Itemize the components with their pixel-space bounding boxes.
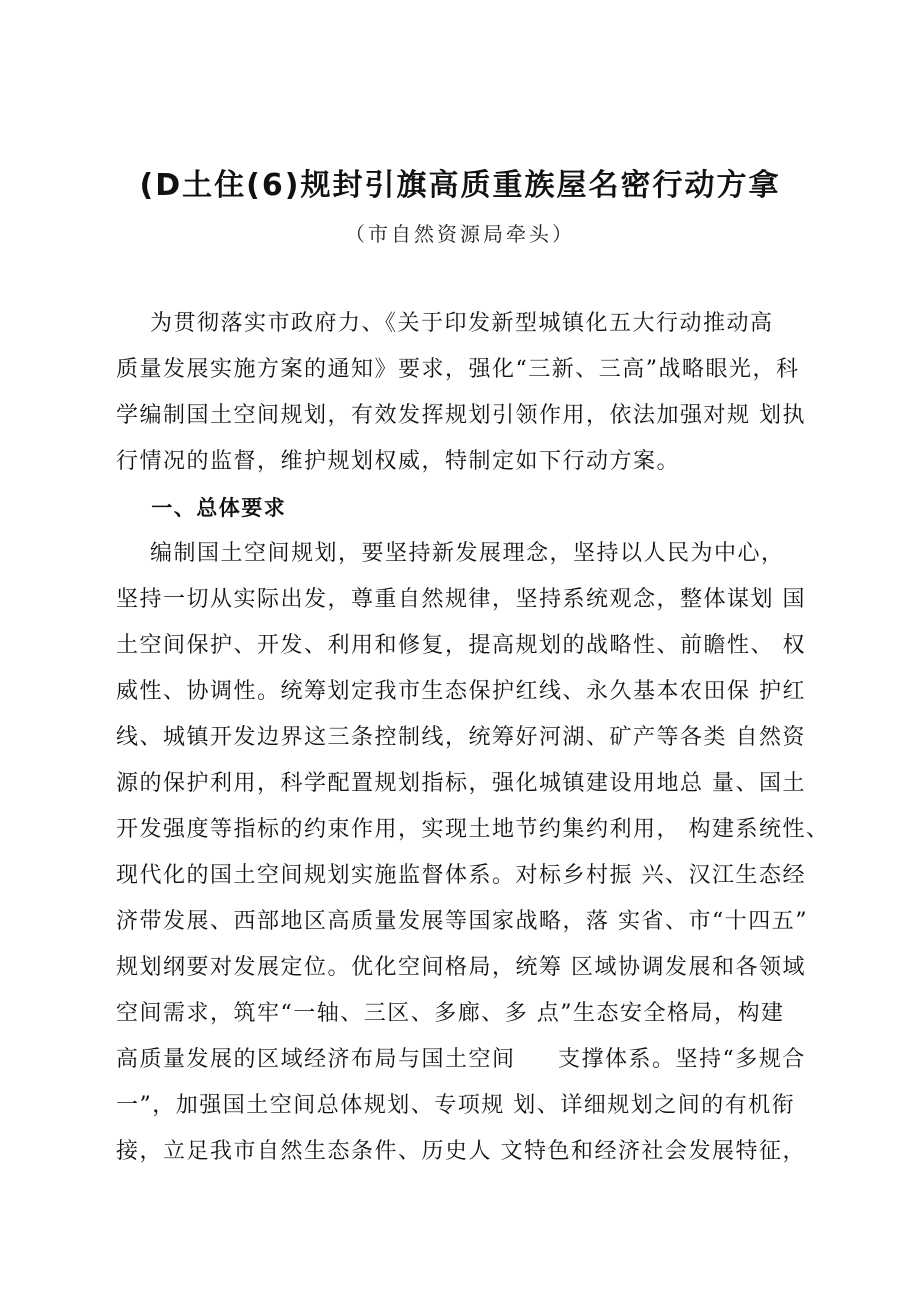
body-line: 高质量发展的区域经济布局与国土空间 支撑体系。坚持“多规合 xyxy=(116,1047,806,1072)
body-line: 土空间保护、开发、利用和修复，提高规划的战略性、前瞻性、 权 xyxy=(116,633,806,658)
body-line: 现代化的国土空间规划实施监督体系。对标乡村振 兴、汉江生态经 xyxy=(116,863,806,888)
body-line: 规划纲要对发展定位。优化空间格局，统筹 区域协调发展和各领域 xyxy=(116,955,806,980)
body-line: 接，立足我市自然生态条件、历史人 文特色和经济社会发展特征， xyxy=(116,1139,806,1164)
body-line: 一”，加强国土空间总体规划、专项规 划、详细规划之间的有机衔 xyxy=(116,1093,796,1118)
body-line: 学编制国土空间规划，有效发挥规划引领作用，依法加强对规 划执 xyxy=(116,403,806,428)
body-line: 济带发展、西部地区高质量发展等国家战略，落 实省、市“十四五” xyxy=(116,909,808,934)
body-line: 空间需求，筑牢“一轴、三区、多廊、多 点”生态安全格局，构建 xyxy=(116,1001,785,1026)
body-line: 为贯彻落实市政府力、《关于印发新型城镇化五大行动推动高 xyxy=(116,311,774,336)
document-subtitle: （市自然资源局牵头） xyxy=(345,222,575,246)
body-line: 坚持一切从实际出发，尊重自然规律，坚持系统观念，整体谋划 国 xyxy=(116,587,806,612)
body-line: 线、城镇开发边界这三条控制线，统筹好河湖、矿产等各类 自然资 xyxy=(116,725,806,750)
body-line: 开发强度等指标的约束作用，实现土地节约集约利用， 构建系统性、 xyxy=(116,817,830,842)
section-heading: 一、总体要求 xyxy=(116,496,287,520)
body-line: 行情况的监督，维护规划权威，特制定如下行动方案。 xyxy=(116,449,681,474)
body-line: 威性、协调性。统筹划定我市生态保护红线、永久基本农田保 护红 xyxy=(116,679,806,704)
body-line: 编制国土空间规划，要坚持新发展理念，坚持以人民为中心， xyxy=(116,541,785,566)
body-line: 源的保护利用，科学配置规划指标，强化城镇建设用地总 量、国土 xyxy=(116,771,806,796)
body-line: 质量发展实施方案的通知》要求，强化“三新、三高”战略眼光，科 xyxy=(116,357,800,382)
document-title: (D土住(6)规封引旗高质重族屋名密行动方拿 xyxy=(139,168,781,203)
